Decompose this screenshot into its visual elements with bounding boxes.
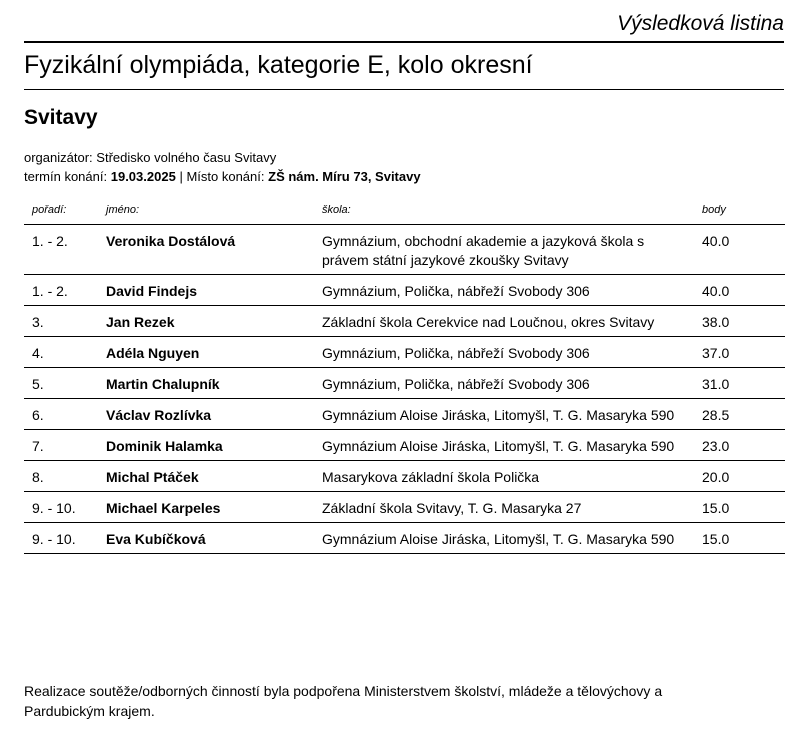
cell-points: 15.0 <box>694 523 785 554</box>
cell-rank: 9. - 10. <box>24 523 98 554</box>
table-row <box>24 461 785 492</box>
place-label: Místo konání: <box>186 169 265 184</box>
cell-points: 37.0 <box>694 337 785 368</box>
district-heading: Svitavy <box>24 106 98 129</box>
cell-points: 20.0 <box>694 461 785 492</box>
table-row <box>24 430 785 461</box>
organizer-value: Středisko volného času Svitavy <box>96 150 277 165</box>
header-points: body <box>694 202 785 225</box>
cell-name: Jan Rezek <box>98 306 314 337</box>
cell-name: Eva Kubíčková <box>98 523 314 554</box>
cell-rank: 3. <box>24 306 98 337</box>
cell-school: Gymnázium Aloise Jiráska, Litomyšl, T. G. Masaryka 590 <box>314 523 694 554</box>
term-line <box>24 168 421 186</box>
organizer-line <box>24 149 276 167</box>
cell-name: Michal Ptáček <box>98 461 314 492</box>
cell-rank: 4. <box>24 337 98 368</box>
document-type-heading: Výsledková listina <box>617 12 784 35</box>
cell-school: Gymnázium Aloise Jiráska, Litomyšl, T. G. Masaryka 590 <box>314 430 694 461</box>
table-row <box>24 523 785 554</box>
cell-points: 23.0 <box>694 430 785 461</box>
cell-name: Václav Rozlívka <box>98 399 314 430</box>
table-row <box>24 399 785 430</box>
cell-rank: 5. <box>24 368 98 399</box>
cell-rank: 1. - 2. <box>24 225 98 275</box>
table-row <box>24 306 785 337</box>
cell-points: 31.0 <box>694 368 785 399</box>
cell-name: Adéla Nguyen <box>98 337 314 368</box>
header-name: jméno: <box>98 202 314 225</box>
cell-name: Michael Karpeles <box>98 492 314 523</box>
place-value: ZŠ nám. Míru 73, Svitavy <box>268 169 421 184</box>
cell-rank: 8. <box>24 461 98 492</box>
table-row <box>24 225 785 275</box>
table-row <box>24 275 785 306</box>
cell-school: Základní škola Cerekvice nad Loučnou, okres Svitavy <box>314 306 694 337</box>
cell-name: Dominik Halamka <box>98 430 314 461</box>
header-rank: pořadí: <box>24 202 98 225</box>
cell-points: 40.0 <box>694 225 785 275</box>
cell-points: 40.0 <box>694 275 785 306</box>
funding-note: Realizace soutěže/odborných činností byla podpořena Ministerstvem školství, mládeže a tělovýchovy a Pardubickým krajem. <box>24 683 663 719</box>
cell-rank: 7. <box>24 430 98 461</box>
cell-school: Gymnázium, Polička, nábřeží Svobody 306 <box>314 337 694 368</box>
table-row <box>24 368 785 399</box>
cell-rank: 6. <box>24 399 98 430</box>
header-school: škola: <box>314 202 694 225</box>
cell-points: 38.0 <box>694 306 785 337</box>
top-divider <box>24 41 784 43</box>
cell-school: Gymnázium, Polička, nábřeží Svobody 306 <box>314 368 694 399</box>
title-divider <box>24 89 784 90</box>
table-row <box>24 337 785 368</box>
cell-name: David Findejs <box>98 275 314 306</box>
cell-school: Gymnázium, obchodní akademie a jazyková škola s právem státní jazykové zkoušky Svitavy <box>314 225 694 275</box>
date-label: termín konání: <box>24 169 108 184</box>
date-value: 19.03.2025 <box>110 169 176 184</box>
cell-school: Gymnázium, Polička, nábřeží Svobody 306 <box>314 275 694 306</box>
table-row <box>24 492 785 523</box>
cell-school: Gymnázium Aloise Jiráska, Litomyšl, T. G. Masaryka 590 <box>314 399 694 430</box>
cell-points: 28.5 <box>694 399 785 430</box>
cell-name: Veronika Dostálová <box>98 225 314 275</box>
organizer-label: organizátor: <box>24 150 93 165</box>
cell-points: 15.0 <box>694 492 785 523</box>
table-header-row <box>24 202 785 225</box>
competition-title: Fyzikální olympiáda, kategorie E, kolo okresní <box>24 51 533 79</box>
cell-school: Základní škola Svitavy, T. G. Masaryka 27 <box>314 492 694 523</box>
cell-name: Martin Chalupník <box>98 368 314 399</box>
cell-rank: 9. - 10. <box>24 492 98 523</box>
cell-school: Masarykova základní škola Polička <box>314 461 694 492</box>
info-separator: | <box>179 169 183 184</box>
results-table <box>24 202 785 554</box>
cell-rank: 1. - 2. <box>24 275 98 306</box>
